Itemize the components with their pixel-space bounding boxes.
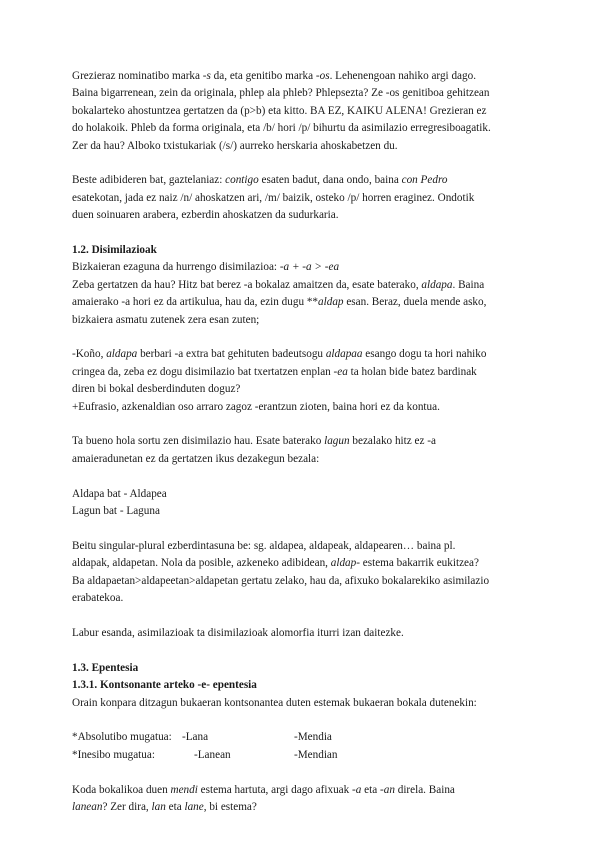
paragraph-singular-plural: Beitu singular-plural ezberdintasuna be: sg. aldapea, aldapeak, aldapearen… baina pl. aldapak, aldapetan. Nola da posible, azkeneko adibidean, aldap- estema bakarrik eukitzea? Ba aldapaetan>aldapeetan>aldapetan gertatu zelako, hau da, afixuko bokalarekiko asimilazio erabatekoa. [72, 539, 490, 605]
paragraph-dialogue: -Koño, aldapa berbari -a extra bat gehituten badeutsogu aldapaa esango dogu ta hori nahiko cringea da, zeba ez dogu disimilazio bat txertatzen enplan -ea ta holan bide batez bardinak diren bi bokal desberdinduten doguz? +Eufrasio, azkenaldian oso arraro zagoz -erantzun zioten, baina hori ez da kontua. [72, 348, 487, 413]
paragraph-spanish-example: Beste adibideren bat, gaztelaniaz: contigo esaten badut, dana ondo, baina con Pedro esatekotan, jada ez naiz /n/ ahoskatzen ari, /m/ baizik, osteko /p/ horren eraginez. Ondotik duen soinuaren arabera, ezberdin ahoskatzen da sudurkaria. [72, 174, 475, 222]
paragraph-konparaketa: Orain konpara ditzagun bukaeran kontsonantea duten estemak bukaeran bokala dutenekin: [72, 696, 477, 709]
examples-list [72, 486, 542, 521]
comparison-table [72, 729, 542, 764]
example-item: Lagun bat - Laguna [72, 505, 160, 518]
section-heading-disimilazioak: 1.2. Disimilazioak [72, 244, 157, 257]
paragraph-lagun: Ta bueno hola sortu zen disimilazio hau. Esate baterako lagun bezalako hitz ez -a amaieradunetan ez da gertatzen ikus dezakegun bezala: [72, 435, 436, 465]
table-row: *Absolutibo mugatua: -Lana -Mendia [72, 731, 332, 744]
paragraph-greek: Grezieraz nominatibo marka -s da, eta genitibo marka -os. Lehenengoan nahiko argi dago. Baina bigarrenean, zein da originala, phlep ala phleb? Phlepsezta? Ze -os genitiboa gehitzean bokalarteko ahostuntzea gertatzen da (p>b) eta kitto. BA EZ, KAIKU ALENA! Grezieran ez do holakoik. Phleb da forma originala, eta /b/ hori /p/ bihurtu da asimilazio erregresiboagatik. Zer da hau? Alboko txistukariak (/s/) aurreko herskaria ahoskabetzen du. [72, 70, 491, 152]
section-heading-epentesia: 1.3. Epentesia [72, 661, 139, 674]
paragraph-disimilazioa: Bizkaieran ezaguna da hurrengo disimilazioa: -a + -a > -ea Zeba gertatzen da hau? Hitz bat berez -a bokalaz amaitzen da, esate baterako, aldapa. Baina amaierako -a hori ez da artikulua, hau da, ezin dugu **aldap esan. Beraz, duela mende asko, bizkaiera asmatu zutenek zera esan zuten; [72, 261, 487, 326]
table-row: *Inesibo mugatua: -Lanean -Mendian [72, 748, 338, 761]
subsection-heading-kontsonante-epentesia: 1.3.1. Kontsonante arteko -e- epentesia [72, 679, 257, 692]
example-item: Aldapa bat - Aldapea [72, 487, 167, 500]
document-page [72, 68, 542, 816]
paragraph-mendi: Koda bokalikoa duen mendi estema hartuta, argi dago afixuak -a eta -an direla. Baina lanean? Zer dira, lan eta lane, bi estema? [72, 783, 455, 813]
paragraph-summary: Labur esanda, asimilazioak ta disimilazioak alomorfia iturri izan daitezke. [72, 626, 404, 639]
